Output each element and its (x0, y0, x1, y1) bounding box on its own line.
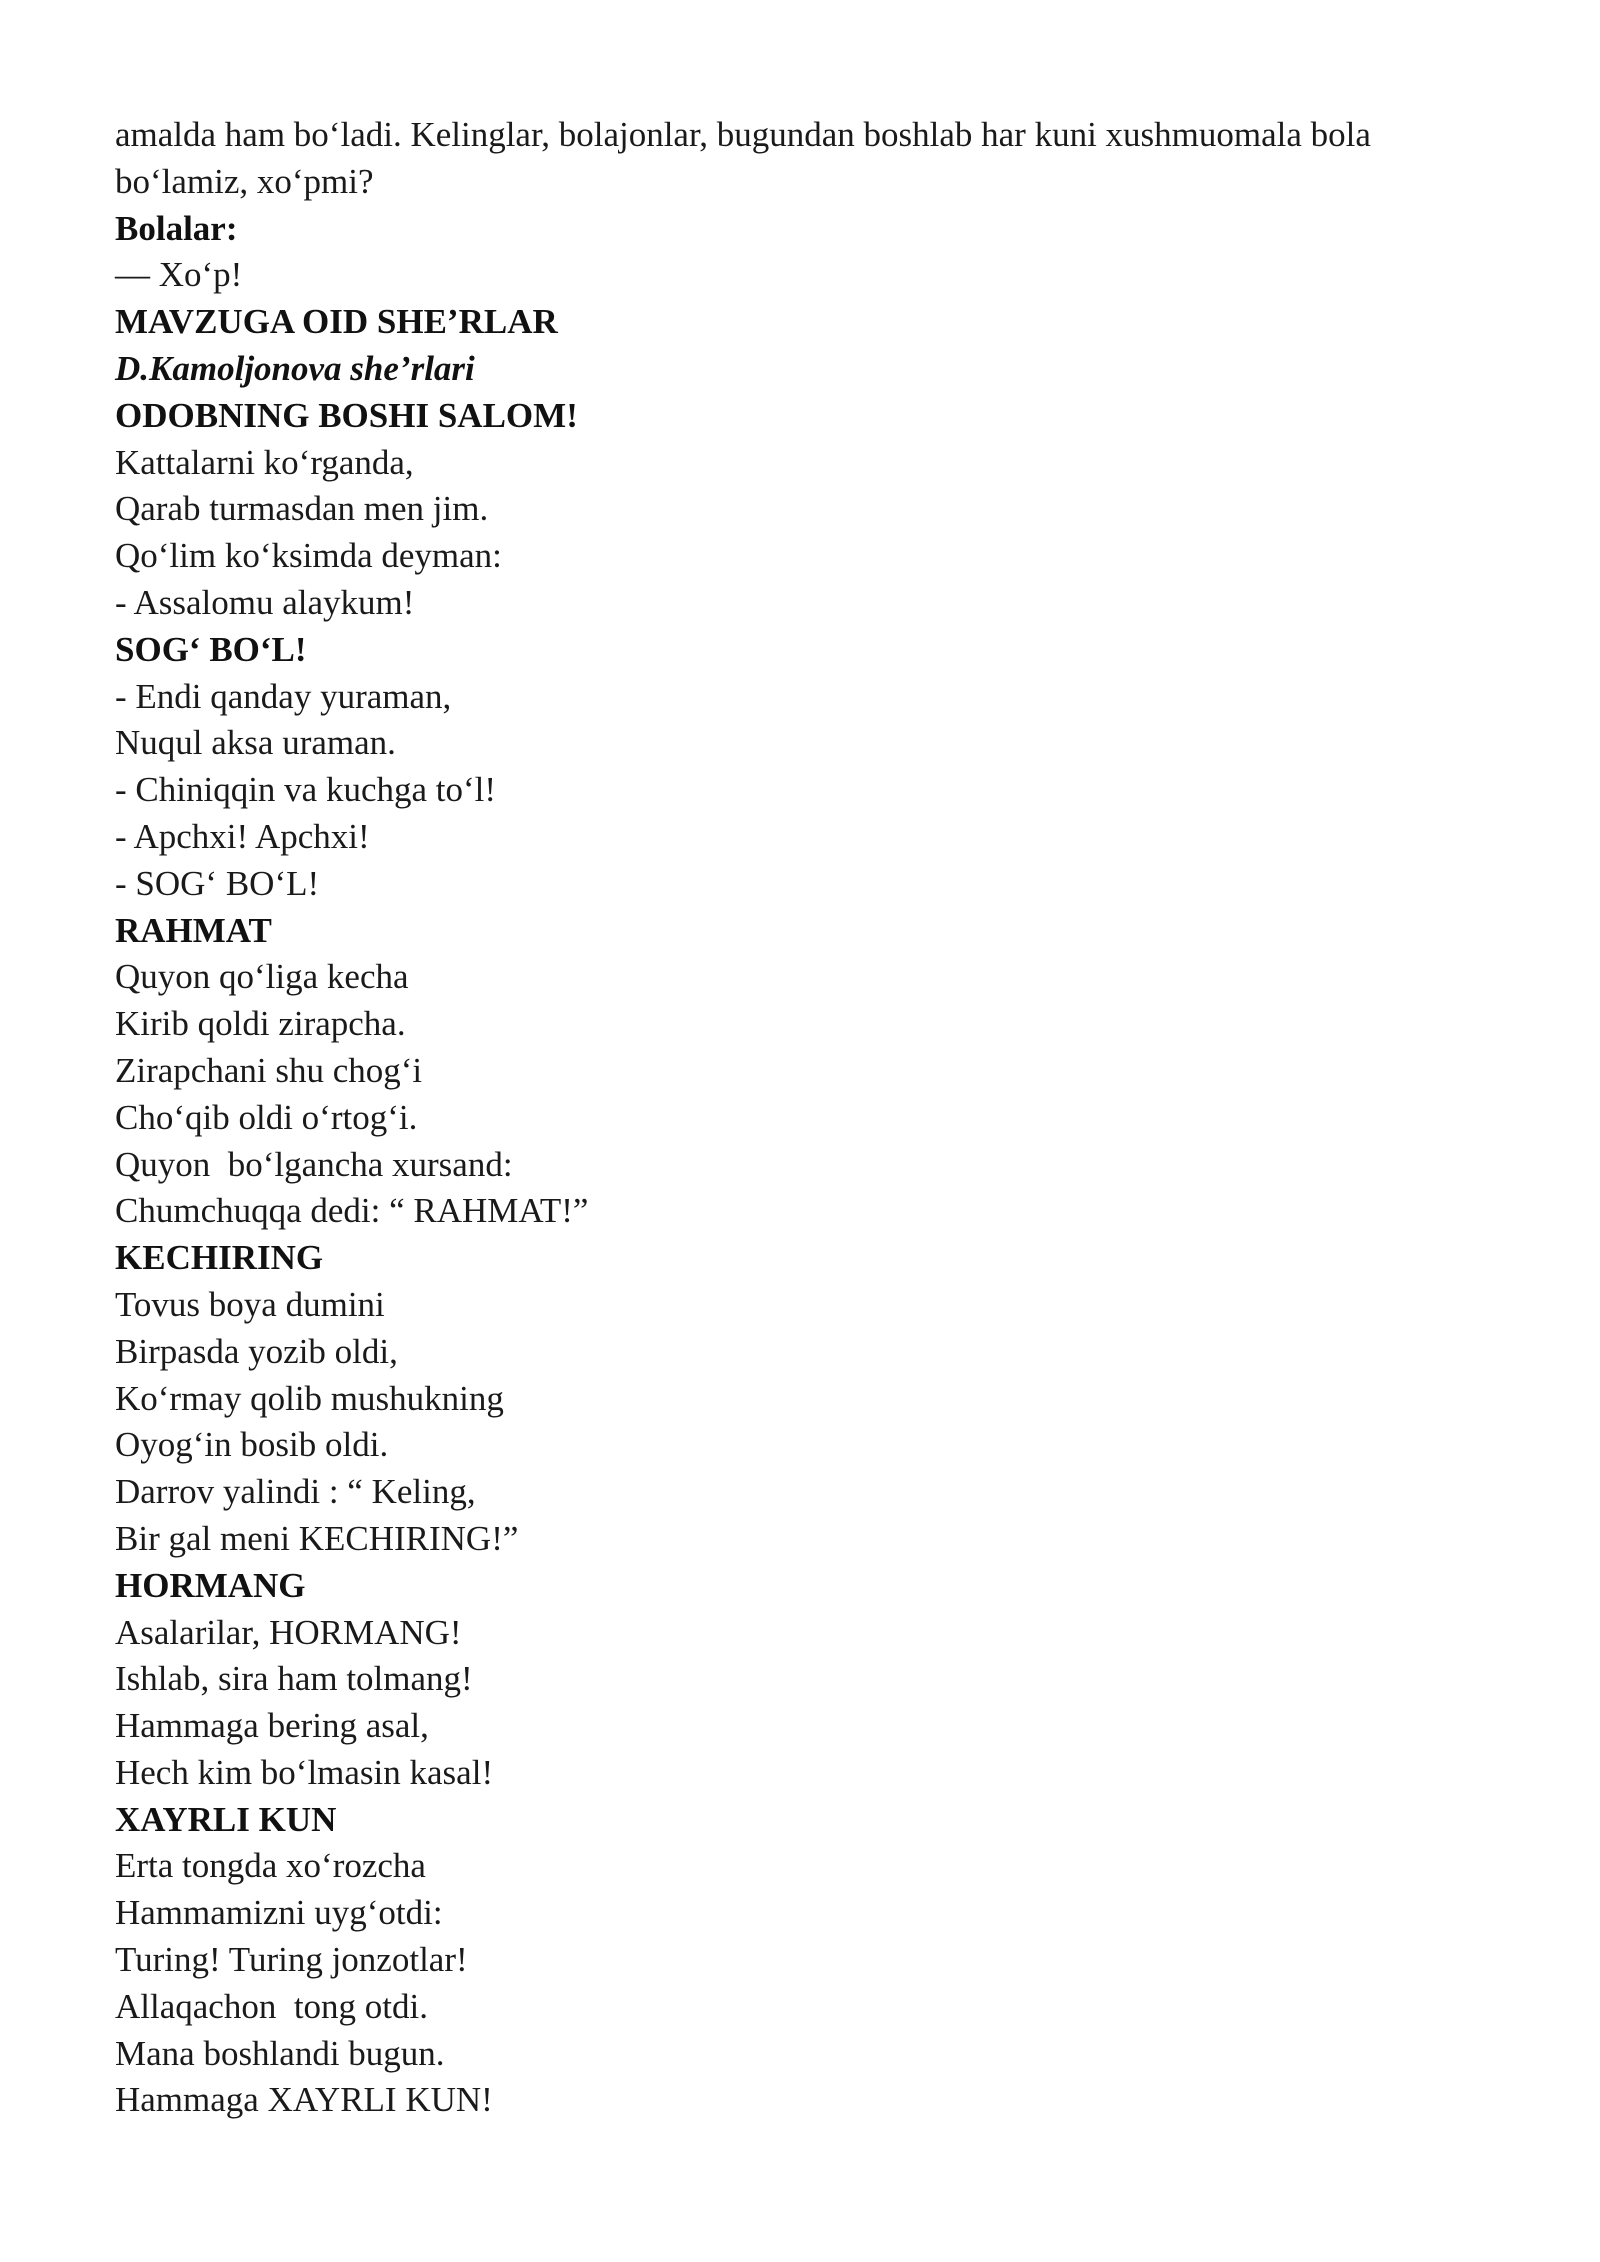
poem-line: - SOG‘ BO‘L! (115, 863, 320, 903)
poem-line: Turing! Turing jonzotlar! (115, 1940, 468, 1980)
dialogue-reply: — Xo‘p! (115, 255, 243, 295)
author-heading: D.Kamoljonova she’rlari (115, 348, 475, 388)
poem-line: Kattalarni ko‘rganda, (115, 442, 414, 482)
poem-line: Tovus boya dumini (115, 1284, 385, 1324)
poem-line: Ishlab, sira ham tolmang! (115, 1659, 473, 1699)
poem-line: Allaqachon tong otdi. (115, 1986, 429, 2026)
poem-line: - Assalomu alaykum! (115, 582, 415, 622)
poem-line: Birpasda yozib oldi, (115, 1331, 398, 1371)
intro-line: bo‘lamiz, xo‘pmi? (115, 161, 374, 201)
section-title: MAVZUGA OID SHE’RLAR (115, 302, 558, 342)
poem-line: Chumchuqqa dedi: “ RAHMAT!” (115, 1191, 589, 1231)
poem-line: Hammaga bering asal, (115, 1706, 429, 1746)
poem-line: - Apchxi! Apchxi! (115, 816, 370, 856)
poem-title: RAHMAT (115, 910, 272, 950)
document-body (115, 112, 1495, 2124)
poem-line: Mana boshlandi bugun. (115, 2033, 445, 2073)
intro-line: amalda ham bo‘ladi. Kelinglar, bolajonlar, bugundan boshlab har kuni xushmuomala bola (115, 115, 1371, 154)
poem-line: Hech kim bo‘lmasin kasal! (115, 1752, 494, 1792)
poem-line: Quyon qo‘liga kecha (115, 957, 409, 997)
poem-line: Erta tongda xo‘rozcha (115, 1846, 426, 1886)
poem-line: - Endi qanday yuraman, (115, 676, 452, 716)
poem-line: Qo‘lim ko‘ksimda deyman: (115, 536, 502, 576)
poem-line: Bir gal meni KECHIRING!” (115, 1518, 519, 1558)
dialogue-speaker: Bolalar: (115, 208, 238, 248)
poem-title: SOG‘ BO‘L! (115, 629, 307, 669)
poem-line: Hammaga XAYRLI KUN! (115, 2080, 493, 2120)
poem-title: KECHIRING (115, 1238, 324, 1278)
poem-line: Asalarilar, HORMANG! (115, 1612, 462, 1652)
poem-line: Darrov yalindi : “ Keling, (115, 1472, 476, 1512)
poem-title: ODOBNING BOSHI SALOM! (115, 395, 578, 435)
poem-line: Qarab turmasdan men jim. (115, 489, 489, 529)
poem-line: Ko‘rmay qolib mushukning (115, 1378, 504, 1418)
poem-title: XAYRLI KUN (115, 1799, 337, 1839)
poem-line: Kirib qoldi zirapcha. (115, 1004, 406, 1044)
poem-line: Nuqul aksa uraman. (115, 723, 396, 763)
poem-title: HORMANG (115, 1565, 306, 1605)
poem-line: - Chiniqqin va kuchga to‘l! (115, 770, 497, 810)
poem-line: Oyog‘in bosib oldi. (115, 1425, 389, 1465)
poem-line: Quyon bo‘lgancha xursand: (115, 1144, 513, 1184)
poem-line: Zirapchani shu chog‘i (115, 1050, 423, 1090)
poem-line: Hammamizni uyg‘otdi: (115, 1893, 443, 1933)
poem-line: Cho‘qib oldi o‘rtog‘i. (115, 1097, 418, 1137)
